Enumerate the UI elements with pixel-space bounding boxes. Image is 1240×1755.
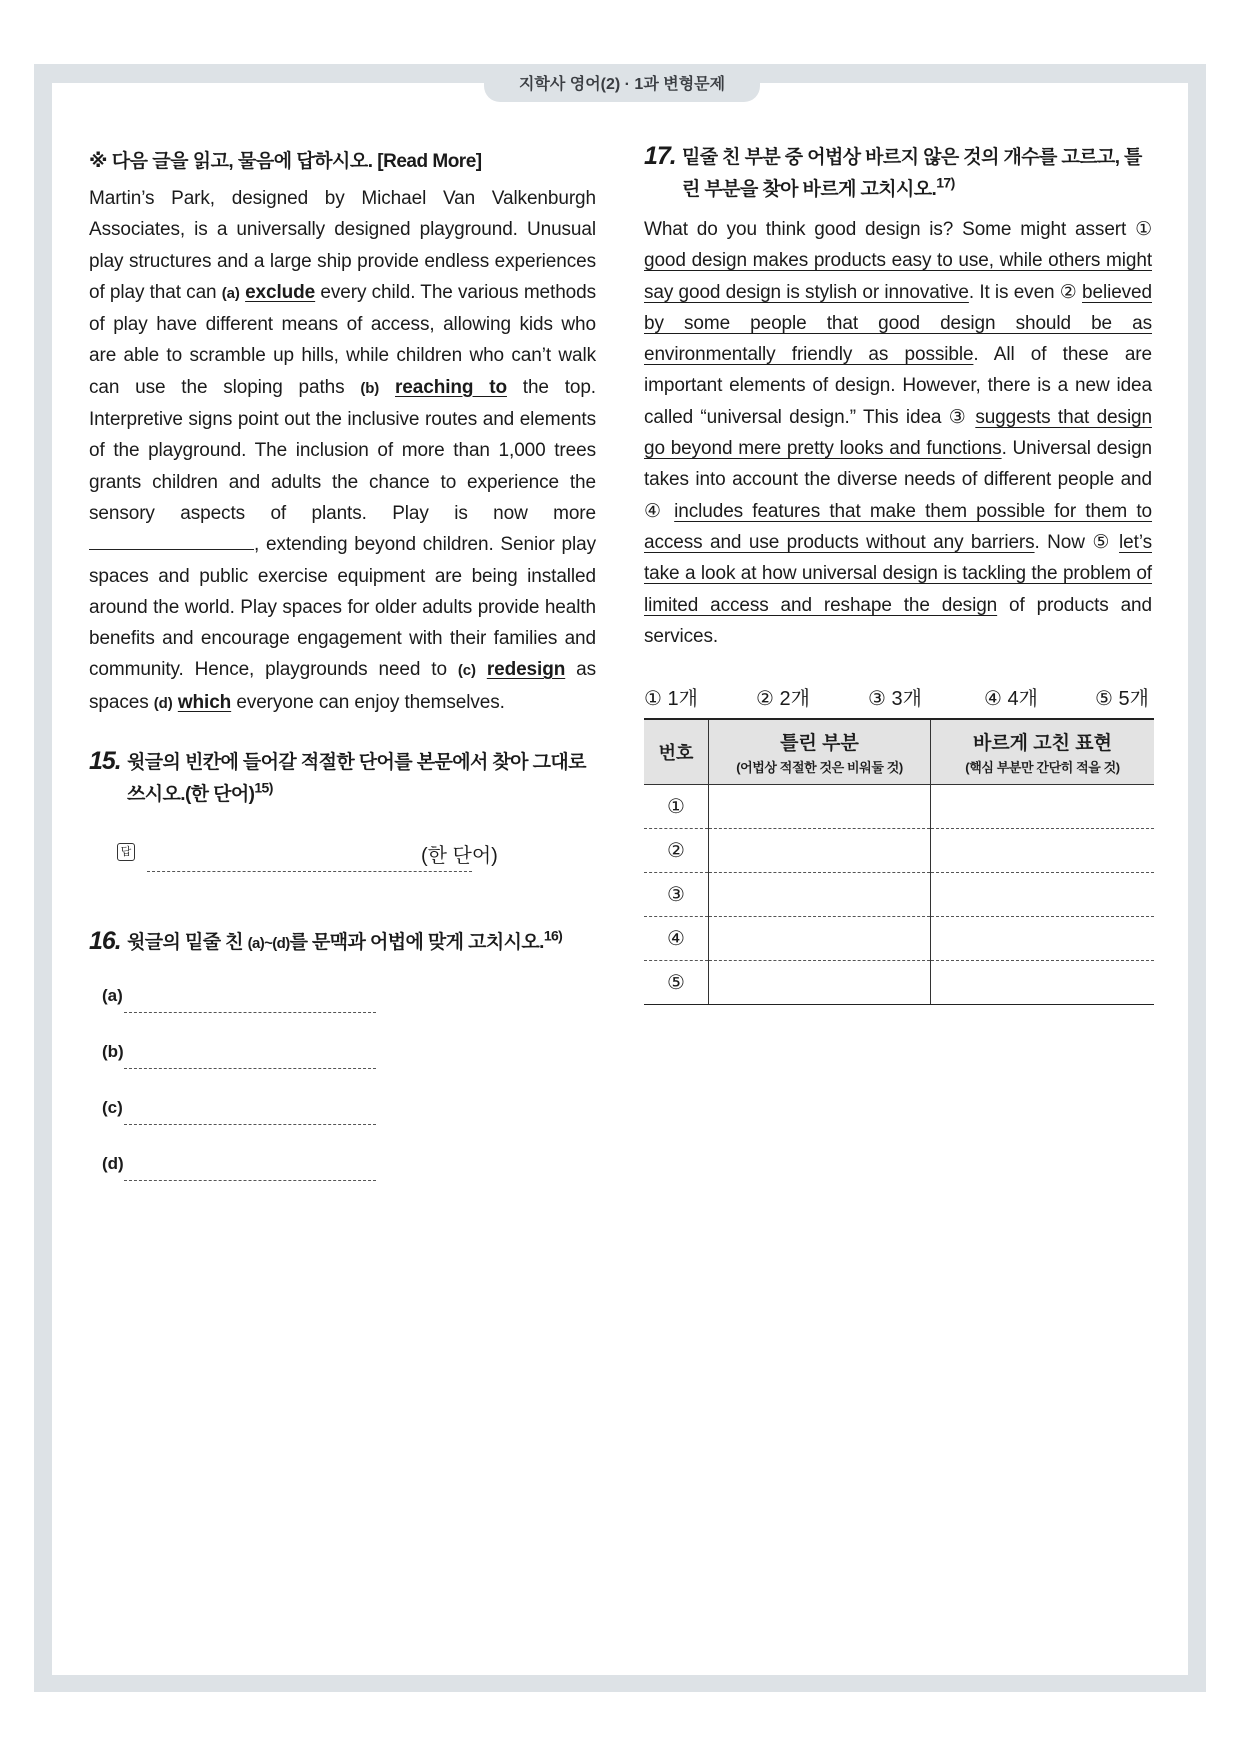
answer-mark: 답 (117, 843, 135, 861)
passage-segment: as spaces (89, 659, 597, 713)
footnote-ref: 17) (936, 174, 955, 191)
underlined-word-c: redesign (486, 659, 566, 681)
passage-segment: . Now (1034, 531, 1093, 553)
table-row (644, 917, 1154, 961)
underlined-part-4: includes features that make them possible for them to access and use products without any barriers (644, 500, 1153, 553)
question-range: (a)~(d) (247, 935, 290, 953)
answer-line[interactable] (124, 1068, 376, 1069)
table-row (644, 961, 1154, 1005)
answer-label: (b) (102, 1042, 124, 1062)
passage-segment: What do you think good design is? Some might assert (644, 219, 1136, 240)
answer-options (644, 682, 1152, 712)
question-16 (89, 927, 596, 960)
option-2[interactable]: ② 2개 (756, 688, 810, 711)
marker-b: (b) (360, 379, 380, 397)
wrong-part-cell[interactable] (709, 829, 931, 873)
answer-list-16 (89, 986, 596, 1210)
fill-blank[interactable] (89, 531, 254, 550)
answer-label: (a) (102, 986, 123, 1006)
wrong-part-cell[interactable] (709, 917, 931, 961)
table-row (644, 785, 1154, 829)
underlined-part-2: believed by some people that good design should be as environmentally friendly as possible (644, 281, 1152, 366)
circled-number: ① (1135, 219, 1152, 240)
table-row (644, 873, 1154, 917)
row-number: ① (644, 785, 709, 829)
circled-number: ② (1059, 281, 1077, 303)
header-number: 번호 (644, 719, 709, 785)
passage-segment: every child. The various methods of play have different means of access, allowing kids who are able to scramble up hills, while children who can’t walk can use the sloping paths (89, 281, 596, 398)
question-text: 밑줄 친 부분 중 어법상 바르지 않은 것의 개수를 고르고, 틀린 부분을 찾아 바르게 고치시오. (682, 147, 1142, 200)
option-4[interactable]: ④ 4개 (984, 688, 1038, 711)
row-number: ⑤ (644, 961, 709, 1005)
circled-number: ⑤ (1092, 531, 1112, 553)
table-header (644, 719, 1154, 785)
answer-line[interactable] (147, 871, 472, 872)
answer-item (102, 986, 596, 1042)
answer-item (102, 1042, 596, 1098)
passage-segment: of products and services. (644, 594, 1152, 647)
answer-line[interactable] (124, 1124, 376, 1125)
correction-table (644, 718, 1154, 1005)
underlined-part-5: let’s take a look at how universal design is tackling the problem of limited access and reshape the design (644, 531, 1152, 616)
row-number: ② (644, 829, 709, 873)
table-row (644, 829, 1154, 873)
passage-text (644, 214, 1152, 652)
question-15 (89, 747, 596, 811)
answer-item (102, 1098, 596, 1154)
marker-d: (d) (153, 694, 173, 712)
option-1[interactable]: ① 1개 (644, 688, 698, 711)
answer-line[interactable] (124, 1012, 376, 1013)
answer-line[interactable] (124, 1180, 376, 1181)
header-label: 틀린 부분 (780, 733, 859, 755)
corrected-cell[interactable] (931, 917, 1155, 961)
footnote-ref: 15) (254, 779, 273, 796)
corrected-cell[interactable] (931, 873, 1155, 917)
passage-segment: . It is even (968, 281, 1060, 303)
left-column (89, 146, 596, 1210)
corrected-cell[interactable] (931, 785, 1155, 829)
passage-segment: , extending beyond children. Senior play spaces and public exercise equipment are being installed around the world. Play spaces for older adults provide health benefits and encourage engagement with their families and community. Hence, playgrounds need to (89, 534, 596, 681)
answer-label: (c) (102, 1098, 123, 1118)
header-note: (핵심 부분만 간단히 적을 것) (965, 760, 1120, 776)
wrong-part-cell[interactable] (709, 785, 931, 829)
instruction: ※ 다음 글을 읽고, 물음에 답하시오. [Read More] (89, 151, 482, 172)
passage-segment: Martin’s Park, designed by Michael Van Valkenburgh Associates, is a universally designed playground. Unusual play structures and a large ship provide endless experiences of play that can (89, 188, 596, 303)
option-5[interactable]: ⑤ 5개 (1095, 688, 1149, 711)
underlined-part-3: suggests that design go beyond mere pretty looks and functions (644, 406, 1152, 460)
row-number: ③ (644, 873, 709, 917)
answer-note: (한 단어) (421, 845, 498, 868)
answer-item (102, 1154, 596, 1210)
question-text: 윗글의 밑줄 친 (127, 932, 248, 954)
underlined-part-1: good design makes products easy to use, while others might say good design is stylish or innovative (644, 250, 1152, 303)
footnote-ref: 16) (543, 927, 563, 944)
passage-text (89, 183, 596, 719)
underlined-word-b: reaching to (395, 376, 507, 398)
header-note: (어법상 적절한 것은 비워둘 것) (736, 760, 903, 776)
passage-segment: everyone can enjoy themselves. (231, 691, 505, 713)
header-title: 지학사 영어(2) · 1과 변형문제 (484, 70, 760, 102)
answer-row-15 (117, 839, 596, 879)
option-3[interactable]: ③ 3개 (868, 688, 922, 711)
underlined-word-a: exclude (245, 281, 316, 303)
circled-number: ③ (948, 406, 968, 428)
question-text: 윗글의 빈칸에 들어갈 적절한 단어를 본문에서 찾아 그대로 쓰시오.(한 단어) (127, 752, 586, 806)
question-number: 17. (644, 142, 676, 170)
marker-c: (c) (457, 662, 476, 680)
right-column (644, 142, 1153, 1005)
question-17 (644, 142, 1152, 206)
underlined-word-d: which (177, 691, 232, 713)
corrected-cell[interactable] (931, 829, 1155, 873)
wrong-part-cell[interactable] (709, 961, 931, 1005)
answer-label: (d) (102, 1154, 124, 1174)
circled-number: ④ (644, 500, 665, 522)
question-text: 를 문맥과 어법에 맞게 고치시오. (289, 932, 544, 954)
passage-segment: the top. Interpretive signs point out the inclusive routes and elements of the playground. The inclusion of more than 1,000 trees grants children and adults the chance to experience the sensory aspects of plants. Play is now more (89, 376, 596, 524)
corrected-cell[interactable] (931, 961, 1155, 1005)
marker-a: (a) (221, 284, 240, 302)
question-number: 16. (89, 927, 121, 956)
wrong-part-cell[interactable] (709, 873, 931, 917)
row-number: ④ (644, 917, 709, 961)
passage-segment: . Universal design takes into account the diverse needs of different people and (644, 438, 1153, 491)
header-wrong-part (709, 719, 931, 785)
header-corrected (931, 719, 1155, 785)
question-number: 15. (89, 747, 121, 776)
passage-segment: . All of these are important elements of design. However, there is a new idea called “universal design.” This idea (644, 344, 1152, 428)
header-label: 바르게 고친 표현 (972, 733, 1113, 755)
